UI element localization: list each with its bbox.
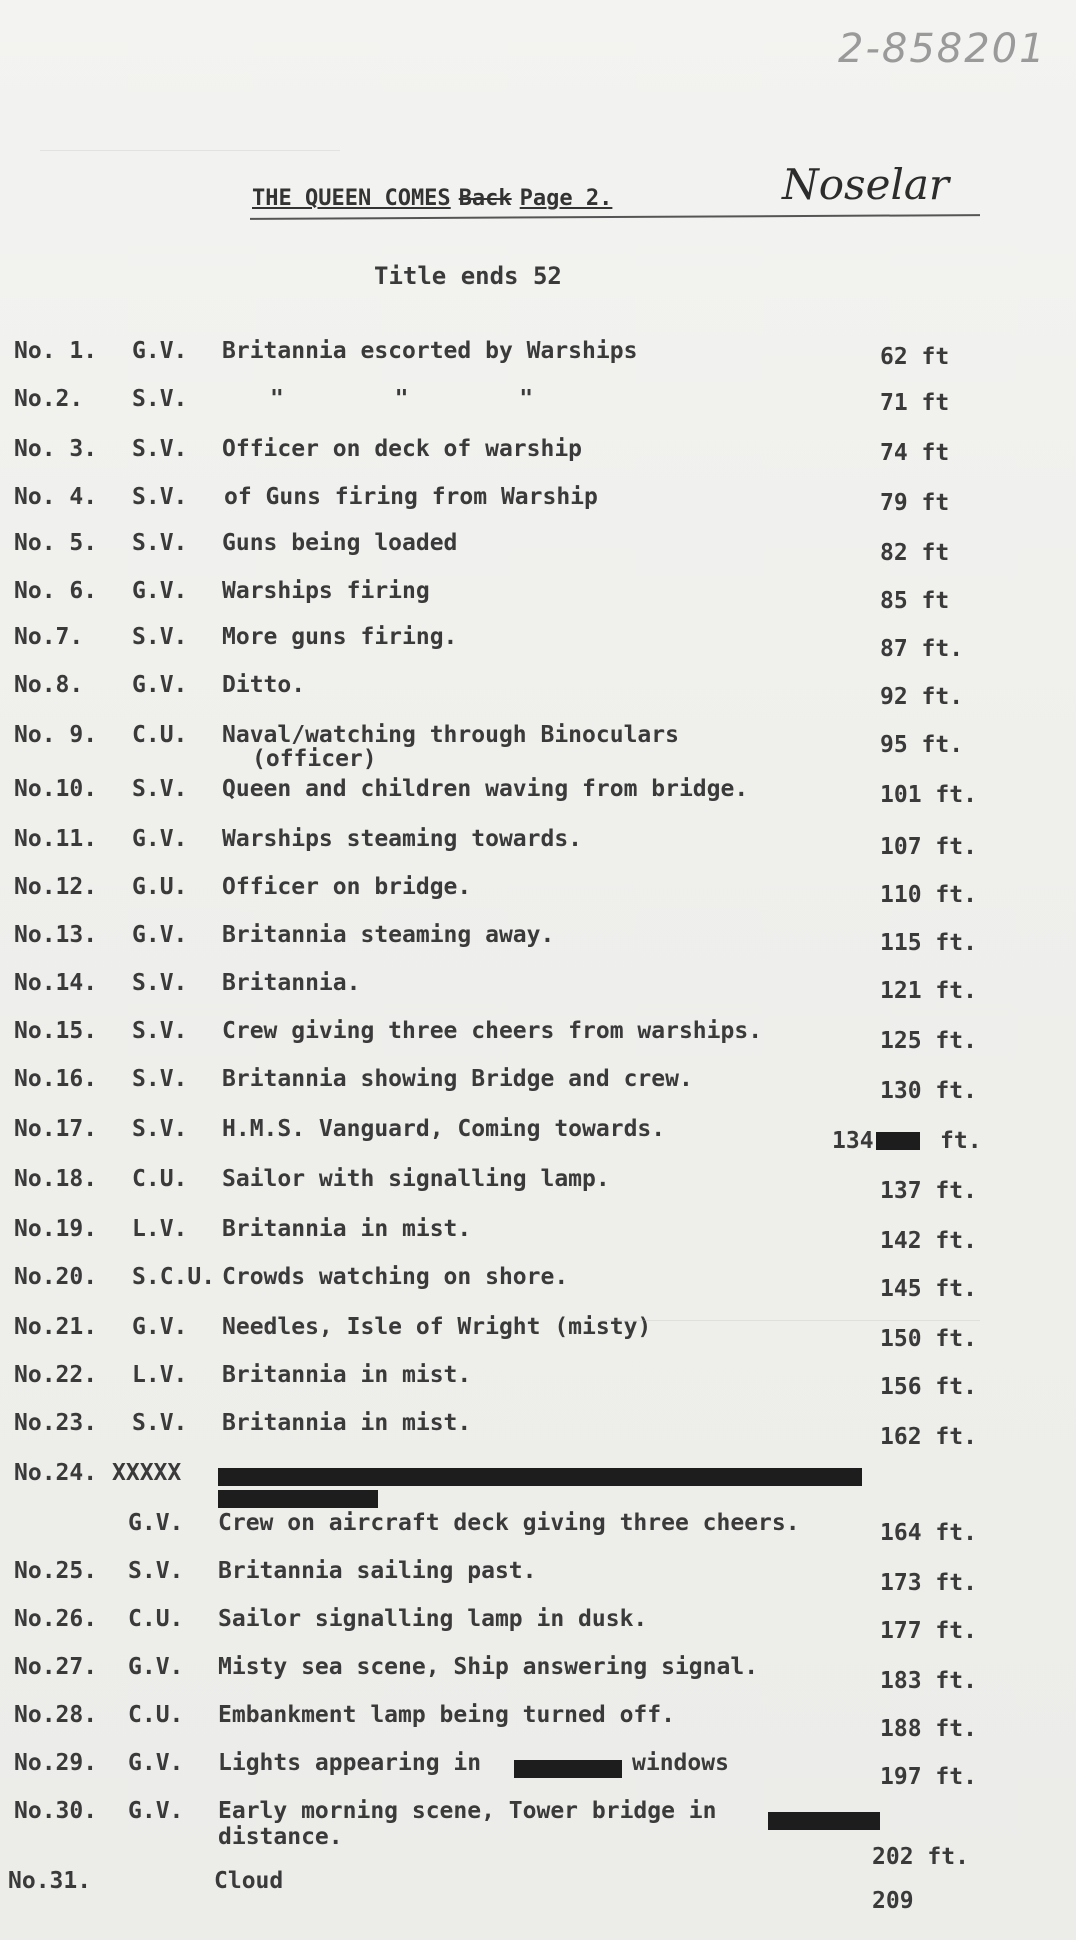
shot-description: Sailor signalling lamp in dusk.	[218, 1606, 648, 1632]
shot-row-17	[0, 1116, 1076, 1156]
shot-number: No.29.	[14, 1750, 98, 1776]
shot-description: H.M.S. Vanguard, Coming towards.	[222, 1116, 666, 1142]
shot-number: No.22.	[14, 1362, 98, 1388]
shot-length: 125 ft.	[880, 1028, 977, 1054]
shot-description: Crew giving three cheers from warships.	[222, 1018, 763, 1044]
shot-row-12	[0, 874, 1076, 914]
shot-row-24-continued	[0, 1510, 1076, 1550]
redaction-mark	[514, 1760, 622, 1778]
shot-row-27	[0, 1654, 1076, 1694]
shot-description: Queen and children waving from bridge.	[222, 776, 749, 802]
shot-row-13	[0, 922, 1076, 962]
shot-type: S.V.	[132, 1116, 188, 1142]
shot-length: 71 ft	[880, 390, 950, 416]
shot-number: No. 1.	[14, 338, 98, 364]
title-ends-note: Title ends 52	[374, 262, 562, 290]
shot-type: S.V.	[132, 1018, 188, 1044]
shot-length: 85 ft	[880, 588, 950, 614]
shot-description: Cloud	[214, 1868, 284, 1894]
shot-description: Britannia showing Bridge and crew.	[222, 1066, 693, 1092]
shot-number: No.16.	[14, 1066, 98, 1092]
shot-length: 173 ft.	[880, 1570, 977, 1596]
shot-length: 87 ft.	[880, 636, 964, 662]
shot-length: 164 ft.	[880, 1520, 977, 1546]
shot-description: Sailor with signalling lamp.	[222, 1166, 610, 1192]
shot-number: No. 9.	[14, 722, 98, 748]
shot-length: 177 ft.	[880, 1618, 977, 1644]
shot-type: G.V.	[128, 1798, 184, 1824]
shot-type: G.V.	[132, 922, 188, 948]
shot-description-continued: distance.	[218, 1824, 343, 1850]
shot-number: No. 6.	[14, 578, 98, 604]
shot-row-20	[0, 1264, 1076, 1304]
redaction-mark	[218, 1490, 378, 1508]
shot-description: Lights appearing in	[218, 1750, 482, 1776]
shot-length: 209	[872, 1888, 914, 1914]
shot-description: Embankment lamp being turned off.	[218, 1702, 675, 1728]
shot-type: G.V.	[128, 1510, 184, 1536]
shot-number: No.28.	[14, 1702, 98, 1728]
shot-length-unit: ft.	[940, 1128, 982, 1154]
shot-number: No.10.	[14, 776, 98, 802]
redaction-mark	[768, 1812, 880, 1830]
shot-row-26	[0, 1606, 1076, 1646]
shot-row-14	[0, 970, 1076, 1010]
shot-description: Britannia steaming away.	[222, 922, 555, 948]
shot-row-22	[0, 1362, 1076, 1402]
paper-crease	[600, 1320, 980, 1321]
shot-number: No.12.	[14, 874, 98, 900]
shot-number: No.15.	[14, 1018, 98, 1044]
shot-type: S.V.	[132, 530, 188, 556]
archive-reference-number: 2-858201	[838, 26, 1047, 72]
shot-number: No.17.	[14, 1116, 98, 1142]
shot-row-5	[0, 530, 1076, 570]
shot-length: 62 ft	[880, 344, 950, 370]
shot-number: No.8.	[14, 672, 84, 698]
shot-number: No.24.	[14, 1460, 98, 1486]
shot-length: 95 ft.	[880, 732, 964, 758]
shot-length: 162 ft.	[880, 1424, 977, 1450]
shot-number: No.30.	[14, 1798, 98, 1824]
shot-row-18	[0, 1166, 1076, 1206]
shot-description: Naval/watching through Binoculars	[222, 722, 679, 748]
shot-type: XXXXX	[112, 1460, 182, 1486]
redaction-mark	[218, 1468, 862, 1486]
shot-description: Crowds watching on shore.	[222, 1264, 569, 1290]
shot-type: S.V.	[132, 1066, 188, 1092]
shot-number: No.25.	[14, 1558, 98, 1584]
shot-length: 121 ft.	[880, 978, 977, 1004]
shot-length: 79 ft	[880, 490, 950, 516]
shot-row-15	[0, 1018, 1076, 1058]
shot-length: 156 ft.	[880, 1374, 977, 1400]
shot-length: 202 ft.	[872, 1844, 969, 1870]
shot-row-23	[0, 1410, 1076, 1450]
shot-description: Britannia in mist.	[222, 1410, 472, 1436]
shot-number: No.18.	[14, 1166, 98, 1192]
shot-type: G.U.	[132, 874, 188, 900]
shot-type: S.V.	[132, 436, 188, 462]
shot-row-3	[0, 436, 1076, 476]
shot-number: No.21.	[14, 1314, 98, 1340]
page-label: Page 2.	[519, 186, 613, 211]
shot-description: Officer on deck of warship	[222, 436, 583, 462]
shot-row-4	[0, 484, 1076, 524]
shot-type: S.C.U.	[132, 1264, 216, 1290]
shot-description: Britannia.	[222, 970, 361, 996]
shot-row-28	[0, 1702, 1076, 1742]
shot-description-continued: (officer)	[252, 746, 377, 772]
shot-type: G.V.	[128, 1750, 184, 1776]
shot-type: S.V.	[132, 484, 188, 510]
shot-row-24	[0, 1460, 1076, 1500]
shot-description: Crew on aircraft deck giving three cheers.	[218, 1510, 800, 1536]
shot-type: L.V.	[132, 1362, 188, 1388]
shot-description: Officer on bridge.	[222, 874, 472, 900]
shot-type: S.V.	[132, 1410, 188, 1436]
shot-row-30	[0, 1798, 1076, 1838]
shot-type: S.V.	[132, 970, 188, 996]
shot-number: No.27.	[14, 1654, 98, 1680]
shot-description: Warships steaming towards.	[222, 826, 583, 852]
shot-row-9	[0, 722, 1076, 762]
shot-length: 150 ft.	[880, 1326, 977, 1352]
handwritten-signature: Noselar	[782, 160, 949, 209]
shot-number: No.23.	[14, 1410, 98, 1436]
shot-description: Warships firing	[222, 578, 430, 604]
shot-row-19	[0, 1216, 1076, 1256]
redaction-mark	[876, 1132, 920, 1150]
shot-length: 74 ft	[880, 440, 950, 466]
shot-row-29	[0, 1750, 1076, 1790]
shot-type: G.V.	[132, 578, 188, 604]
shot-number: No. 5.	[14, 530, 98, 556]
shot-description: More guns firing.	[222, 624, 458, 650]
shot-description: Britannia escorted by Warships	[222, 338, 638, 364]
shot-description: Misty sea scene, Ship answering signal.	[218, 1654, 759, 1680]
shot-number: No.14.	[14, 970, 98, 996]
shot-number: No.31.	[8, 1868, 92, 1894]
shot-type: G.V.	[128, 1654, 184, 1680]
shot-row-7	[0, 624, 1076, 664]
struck-out-word: Back	[458, 186, 512, 211]
shot-length: 134	[832, 1128, 874, 1154]
shot-type: S.V.	[132, 624, 188, 650]
shot-length: 110 ft.	[880, 882, 977, 908]
shot-number: No.19.	[14, 1216, 98, 1242]
shot-row-1	[0, 338, 1076, 378]
shot-row-25	[0, 1558, 1076, 1598]
shot-row-16	[0, 1066, 1076, 1106]
shot-type: C.U.	[132, 1166, 188, 1192]
document-title: THE QUEEN COMES	[252, 186, 451, 211]
shot-type: G.V.	[132, 1314, 188, 1340]
shot-row-10	[0, 776, 1076, 816]
shot-type: S.V.	[128, 1558, 184, 1584]
shot-description: Guns being loaded	[222, 530, 458, 556]
shot-description: Britannia sailing past.	[218, 1558, 537, 1584]
shot-description: Britannia in mist.	[222, 1362, 472, 1388]
shot-row-8	[0, 672, 1076, 712]
shot-row-2	[0, 386, 1076, 426]
shot-length: 137 ft.	[880, 1178, 977, 1204]
shot-number: No.26.	[14, 1606, 98, 1632]
shot-type: G.V.	[132, 338, 188, 364]
shot-type: S.V.	[132, 776, 188, 802]
shot-length: 92 ft.	[880, 684, 964, 710]
shot-type: C.U.	[132, 722, 188, 748]
shot-length: 101 ft.	[880, 782, 977, 808]
shot-length: 142 ft.	[880, 1228, 977, 1254]
shot-description: Early morning scene, Tower bridge in	[218, 1798, 717, 1824]
shot-number: No.11.	[14, 826, 98, 852]
shot-type: G.V.	[132, 672, 188, 698]
shot-number: No. 4.	[14, 484, 98, 510]
shot-type: L.V.	[132, 1216, 188, 1242]
shot-number: No.2.	[14, 386, 84, 412]
shot-length: 183 ft.	[880, 1668, 977, 1694]
shot-type: C.U.	[128, 1702, 184, 1728]
shot-type: C.U.	[128, 1606, 184, 1632]
shot-number: No. 3.	[14, 436, 98, 462]
shot-description: Ditto.	[222, 672, 306, 698]
shot-number: No.7.	[14, 624, 84, 650]
shot-length: 197 ft.	[880, 1764, 977, 1790]
shot-length: 115 ft.	[880, 930, 977, 956]
paper-crease	[40, 150, 340, 151]
shot-length: 130 ft.	[880, 1078, 977, 1104]
shot-description: " " "	[270, 386, 534, 412]
shot-row-31	[0, 1868, 1076, 1914]
shot-length: 107 ft.	[880, 834, 977, 860]
shot-row-11	[0, 826, 1076, 866]
shot-length: 188 ft.	[880, 1716, 977, 1742]
shot-length: 82 ft	[880, 540, 950, 566]
shot-description: Needles, Isle of Wright (misty)	[222, 1314, 652, 1340]
shot-length: 145 ft.	[880, 1276, 977, 1302]
shot-description: Britannia in mist.	[222, 1216, 472, 1242]
shot-description: of Guns firing from Warship	[224, 484, 598, 510]
shot-row-6	[0, 578, 1076, 618]
shot-type: S.V.	[132, 386, 188, 412]
shot-number: No.13.	[14, 922, 98, 948]
shot-number: No.20.	[14, 1264, 98, 1290]
shot-type: G.V.	[132, 826, 188, 852]
shot-description-end: windows	[632, 1750, 729, 1776]
